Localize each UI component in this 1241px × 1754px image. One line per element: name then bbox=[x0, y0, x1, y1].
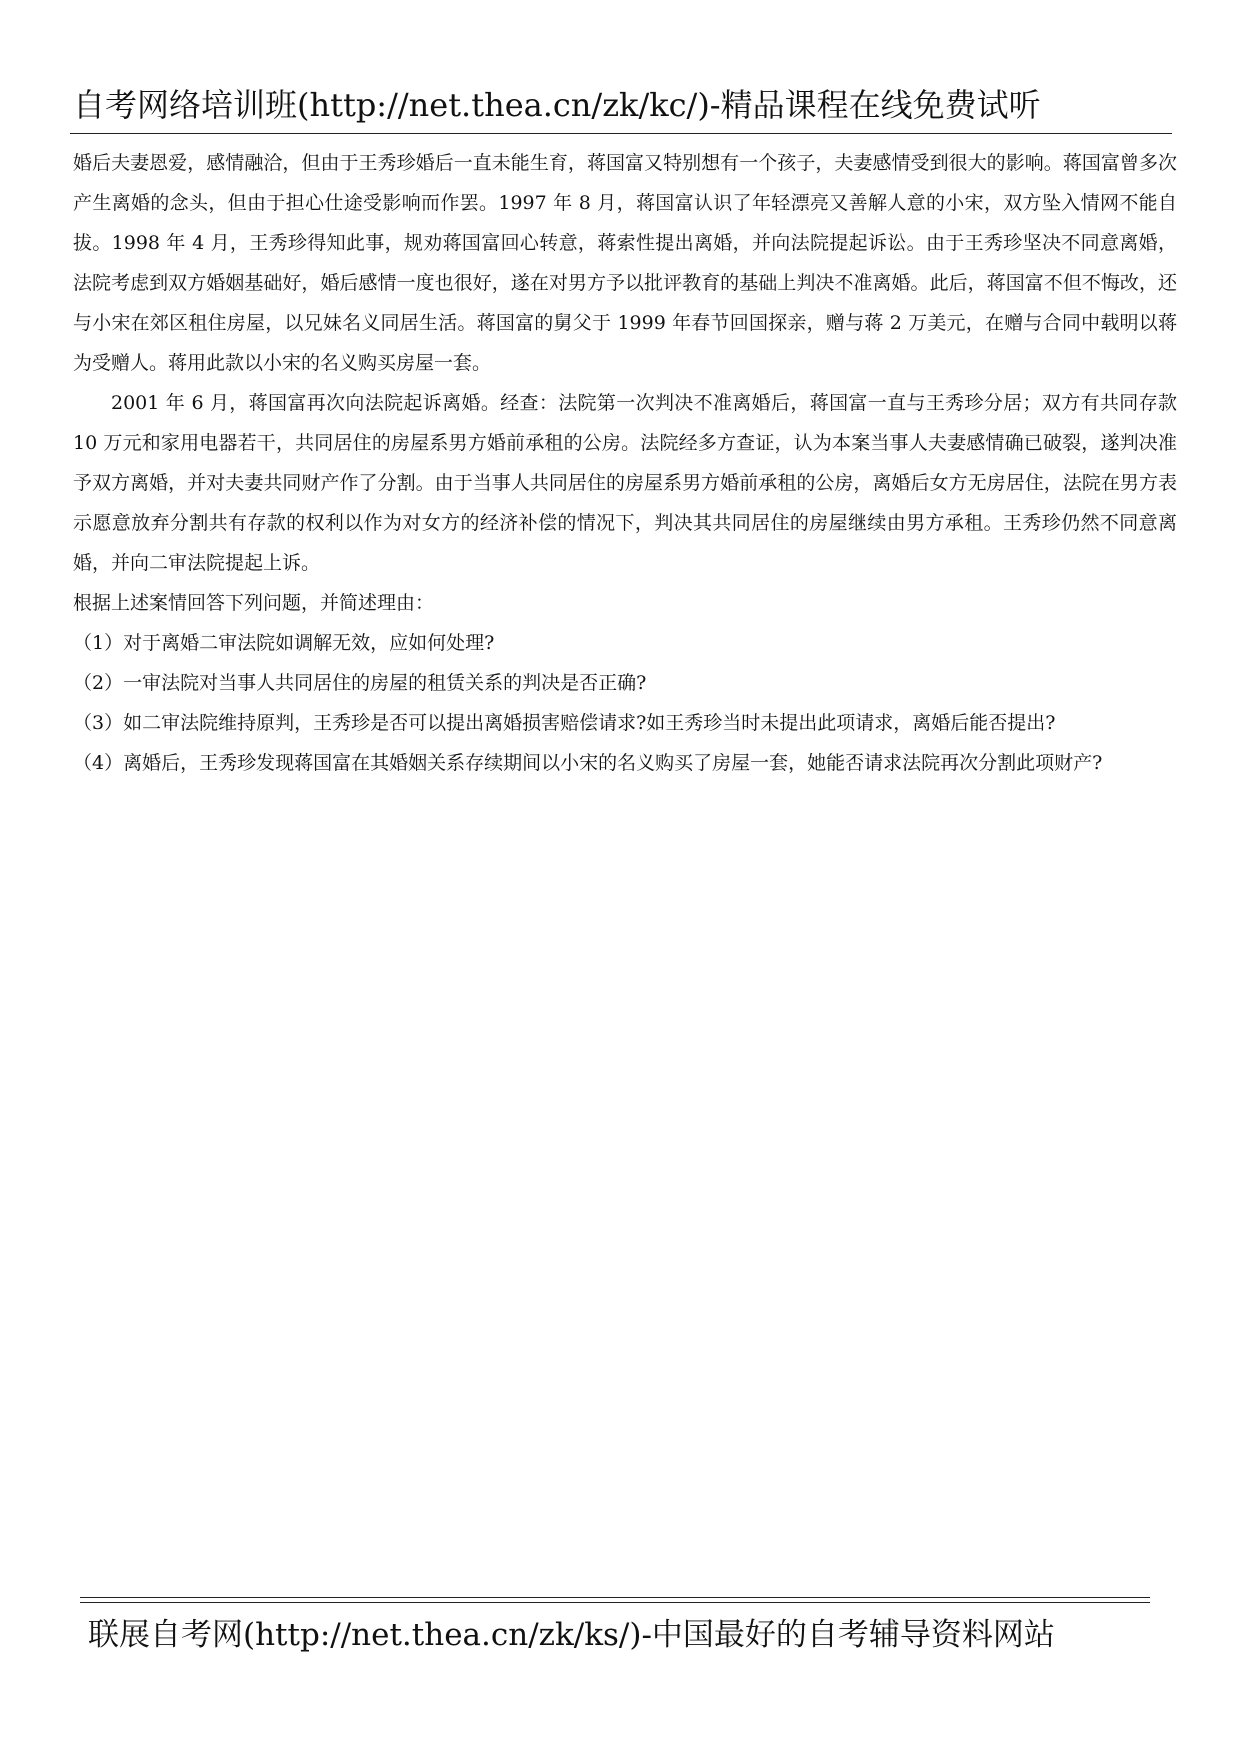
page-header-title: 自考网络培训班(http://net.thea.cn/zk/kc/)-精品课程在线免费试听 bbox=[73, 86, 1041, 124]
question-item-3: （3）如二审法院维持原判，王秀珍是否可以提出离婚损害赔偿请求?如王秀珍当时未提出此项请求，离婚后能否提出? bbox=[73, 712, 1056, 734]
question-item-4: （4）离婚后，王秀珍发现蒋国富在其婚姻关系存续期间以小宋的名义购买了房屋一套，她能否请求法院再次分割此项财产? bbox=[73, 752, 1103, 774]
question-item-2: （2）一审法院对当事人共同居住的房屋的租赁关系的判决是否正确? bbox=[73, 672, 647, 694]
case-paragraph-1: 婚后夫妻恩爱，感情融洽，但由于王秀珍婚后一直未能生育，蒋国富又特别想有一个孩子，夫妻感情受到很大的影响。蒋国富曾多次产生离婚的念头，但由于担心仕途受影响而作罢。1997 年 8 月，蒋国富认识了年轻漂亮又善解人意的小宋，双方坠入情网不能自拔。1998 年 4 月，王秀珍得知此事，规劝蒋国富回心转意，蒋索性提出离婚，并向法院提起诉讼。由于王秀珍坚决不同意离婚，法院考虑到双方婚姻基础好，婚后感情一度也很好，遂在对男方予以批评教育的基础上判决不准离婚。此后，蒋国富不但不悔改，还与小宋在郊区租住房屋，以兄妹名义同居生活。蒋国富的舅父于 1999 年春节回国探亲，赠与蒋 2 万美元，在赠与合同中载明以蒋为受赠人。蒋用此款以小宋的名义购买房屋一套。 bbox=[73, 152, 1177, 374]
footer-divider bbox=[80, 1597, 1150, 1603]
document-body bbox=[73, 143, 1177, 783]
question-item-1: （1）对于离婚二审法院如调解无效，应如何处理? bbox=[73, 632, 495, 654]
page-footer-text: 联展自考网(http://net.thea.cn/zk/ks/)-中国最好的自考辅导资料网站 bbox=[88, 1617, 1055, 1653]
header-divider bbox=[70, 133, 1172, 134]
question-prompt: 根据上述案情回答下列问题，并简述理由： bbox=[73, 592, 435, 614]
case-paragraph-2: 2001 年 6 月，蒋国富再次向法院起诉离婚。经查：法院第一次判决不准离婚后，蒋国富一直与王秀珍分居；双方有共同存款 10 万元和家用电器若干，共同居住的房屋系男方婚前承租的公房。法院经多方查证，认为本案当事人夫妻感情确已破裂，遂判决准予双方离婚，并对夫妻共同财产作了分割。由于当事人共同居住的房屋系男方婚前承租的公房，离婚后女方无房居住，法院在男方表示愿意放弃分割共有存款的权利以作为对女方的经济补偿的情况下，判决其共同居住的房屋继续由男方承租。王秀珍仍然不同意离婚，并向二审法院提起上诉。 bbox=[73, 392, 1177, 574]
